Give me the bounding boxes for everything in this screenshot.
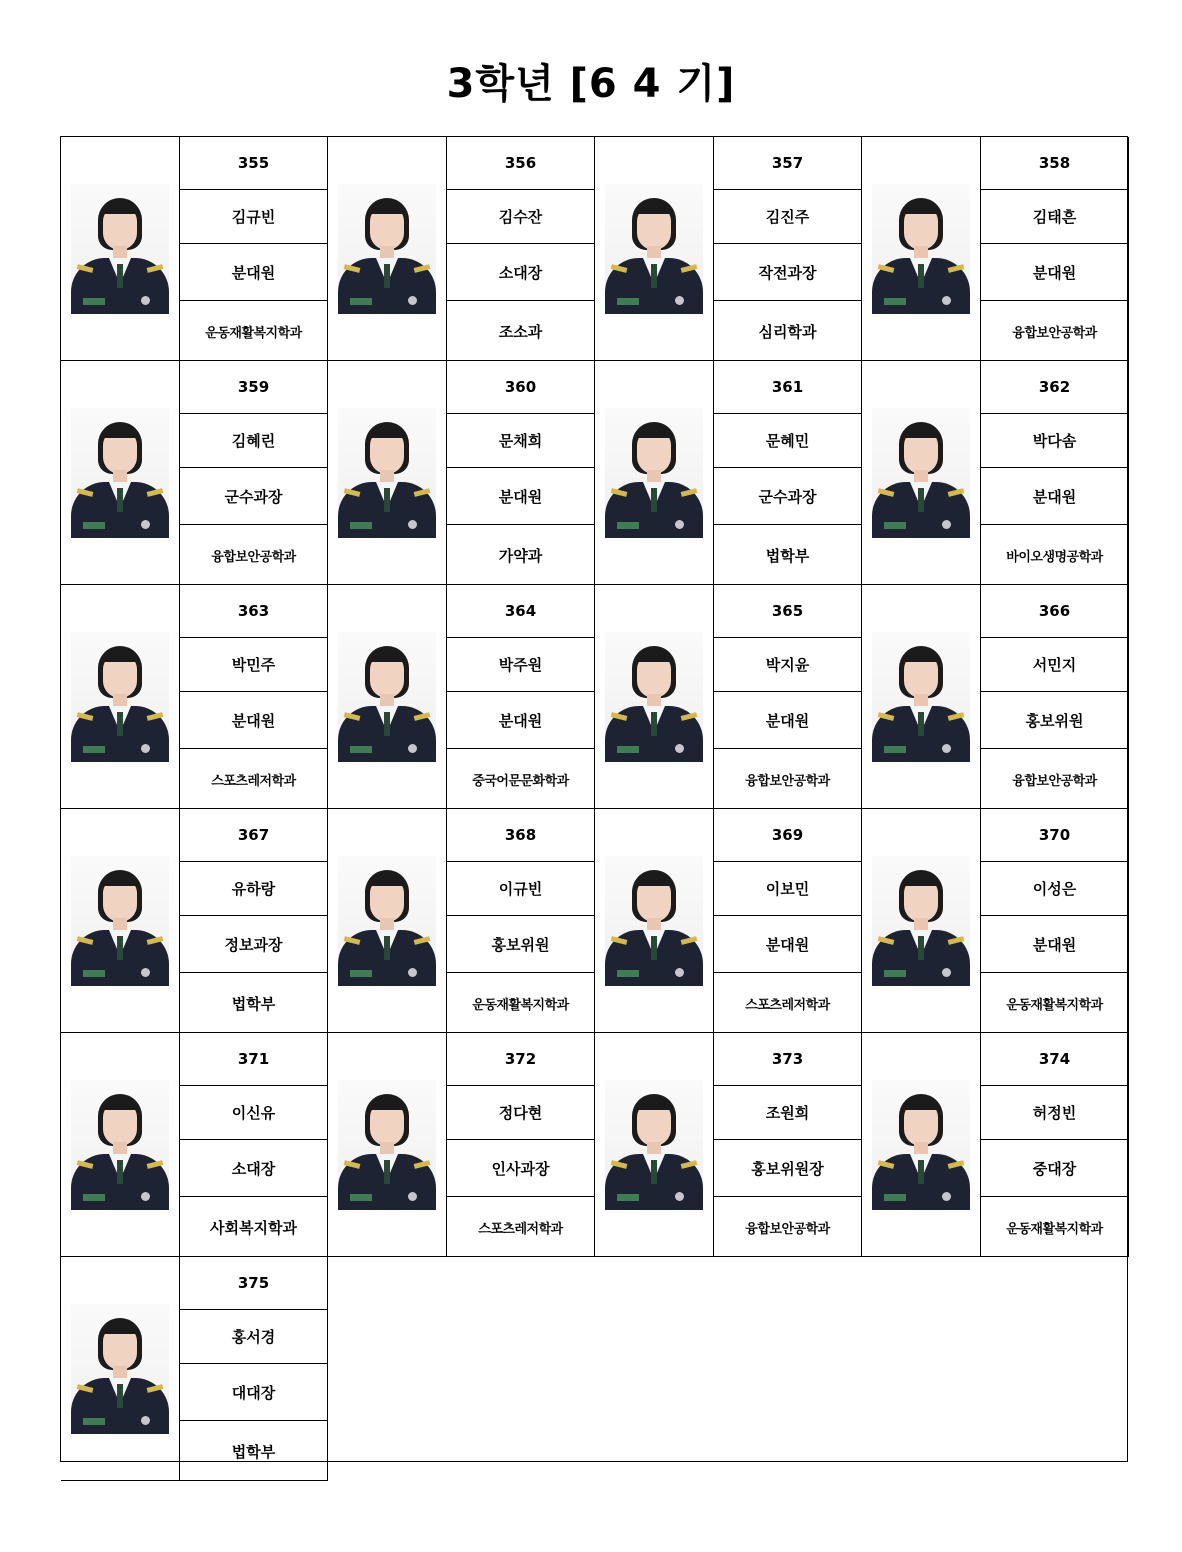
info-cell	[981, 585, 1129, 809]
member-number: 355	[180, 137, 327, 190]
photo-cell	[595, 361, 714, 585]
member-number: 373	[714, 1033, 861, 1086]
member-department: 가약과	[498, 546, 543, 565]
member-position: 분대원	[714, 916, 861, 973]
photo-cell	[595, 1033, 714, 1257]
member-photo	[71, 1080, 169, 1210]
member-name: 김진주	[714, 190, 861, 244]
member-name: 이보민	[714, 862, 861, 916]
member-position: 작전과장	[714, 244, 861, 301]
member-position: 분대원	[180, 244, 327, 301]
info-cell	[447, 1033, 595, 1257]
info-cell	[981, 361, 1129, 585]
member-name: 홍서경	[180, 1310, 327, 1364]
info-cell	[981, 1033, 1129, 1257]
photo-cell	[595, 585, 714, 809]
info-cell	[714, 1033, 862, 1257]
member-photo	[605, 408, 703, 538]
member-position: 분대원	[981, 468, 1128, 525]
member-photo	[338, 1080, 436, 1210]
member-department: 사회복지학과	[210, 1218, 297, 1237]
member-name: 문채희	[447, 414, 594, 468]
member-position: 소대장	[447, 244, 594, 301]
member-number: 367	[180, 809, 327, 862]
photo-cell	[61, 1033, 180, 1257]
member-photo	[71, 1304, 169, 1434]
member-position: 분대원	[981, 916, 1128, 973]
photo-cell	[328, 585, 447, 809]
member-photo	[872, 632, 970, 762]
member-photo	[872, 184, 970, 314]
member-name: 박지윤	[714, 638, 861, 692]
member-position: 분대원	[447, 468, 594, 525]
member-number: 365	[714, 585, 861, 638]
member-name: 김혜린	[180, 414, 327, 468]
member-photo	[338, 408, 436, 538]
member-department: 중국어문문화학과	[472, 773, 569, 789]
member-name: 정다현	[447, 1086, 594, 1140]
member-photo	[338, 856, 436, 986]
member-name: 박다솜	[981, 414, 1128, 468]
member-department: 법학부	[231, 1442, 276, 1461]
member-number: 364	[447, 585, 594, 638]
member-photo	[605, 856, 703, 986]
member-number: 356	[447, 137, 594, 190]
member-position: 중대장	[981, 1140, 1128, 1197]
member-department: 조소과	[498, 322, 543, 341]
member-department: 융합보안공학과	[211, 549, 296, 565]
info-cell	[714, 361, 862, 585]
photo-cell	[61, 1257, 180, 1481]
member-photo	[338, 184, 436, 314]
member-department: 운동재활복지학과	[1006, 997, 1103, 1013]
member-name: 유하랑	[180, 862, 327, 916]
member-department: 운동재활복지학과	[205, 325, 302, 341]
member-name: 서민지	[981, 638, 1128, 692]
member-number: 370	[981, 809, 1128, 862]
member-number: 359	[180, 361, 327, 414]
info-cell	[447, 585, 595, 809]
member-position: 소대장	[180, 1140, 327, 1197]
member-department: 운동재활복지학과	[472, 997, 569, 1013]
member-number: 369	[714, 809, 861, 862]
member-photo	[71, 856, 169, 986]
info-cell	[180, 1033, 328, 1257]
info-cell	[447, 809, 595, 1033]
member-department: 운동재활복지학과	[1006, 1221, 1103, 1237]
member-photo	[872, 408, 970, 538]
member-position: 대대장	[180, 1364, 327, 1421]
member-department: 스포츠레저학과	[745, 997, 830, 1013]
info-cell	[714, 585, 862, 809]
member-position: 홍보위원장	[714, 1140, 861, 1197]
info-cell	[714, 137, 862, 361]
photo-cell	[328, 809, 447, 1033]
roster-grid	[60, 136, 1128, 1462]
member-number: 358	[981, 137, 1128, 190]
member-name: 문혜민	[714, 414, 861, 468]
member-name: 이규빈	[447, 862, 594, 916]
member-position: 분대원	[981, 244, 1128, 301]
photo-cell	[595, 137, 714, 361]
member-position: 분대원	[447, 692, 594, 749]
member-number: 368	[447, 809, 594, 862]
member-photo	[338, 632, 436, 762]
member-name: 허정빈	[981, 1086, 1128, 1140]
info-cell	[981, 809, 1129, 1033]
info-cell	[180, 361, 328, 585]
page-title: 3학년 [6 4 기]	[446, 61, 736, 107]
photo-cell	[862, 809, 981, 1033]
member-number: 363	[180, 585, 327, 638]
member-number: 357	[714, 137, 861, 190]
info-cell	[180, 137, 328, 361]
member-department: 바이오생명공학과	[1006, 549, 1103, 565]
photo-cell	[862, 1033, 981, 1257]
member-photo	[71, 408, 169, 538]
photo-cell	[862, 137, 981, 361]
info-cell	[180, 1257, 328, 1481]
photo-cell	[328, 137, 447, 361]
photo-cell	[61, 585, 180, 809]
member-number: 374	[981, 1033, 1128, 1086]
info-cell	[447, 137, 595, 361]
member-position: 정보과장	[180, 916, 327, 973]
member-department: 융합보안공학과	[1012, 325, 1097, 341]
member-name: 박민주	[180, 638, 327, 692]
info-cell	[981, 137, 1129, 361]
member-name: 김수잔	[447, 190, 594, 244]
member-position: 홍보위원	[447, 916, 594, 973]
photo-cell	[862, 361, 981, 585]
member-department: 융합보안공학과	[745, 1221, 830, 1237]
member-number: 372	[447, 1033, 594, 1086]
member-photo	[605, 632, 703, 762]
member-position: 군수과장	[180, 468, 327, 525]
member-photo	[605, 184, 703, 314]
member-position: 인사과장	[447, 1140, 594, 1197]
member-department: 심리학과	[758, 322, 817, 341]
member-number: 361	[714, 361, 861, 414]
member-photo	[605, 1080, 703, 1210]
photo-cell	[595, 809, 714, 1033]
info-cell	[714, 809, 862, 1033]
member-photo	[872, 1080, 970, 1210]
photo-cell	[61, 137, 180, 361]
member-number: 375	[180, 1257, 327, 1310]
info-cell	[447, 361, 595, 585]
member-position: 분대원	[714, 692, 861, 749]
member-number: 371	[180, 1033, 327, 1086]
member-department: 법학부	[765, 546, 810, 565]
member-position: 군수과장	[714, 468, 861, 525]
member-department: 스포츠레저학과	[478, 1221, 563, 1237]
member-number: 360	[447, 361, 594, 414]
info-cell	[180, 809, 328, 1033]
member-department: 스포츠레저학과	[211, 773, 296, 789]
member-name: 이신유	[180, 1086, 327, 1140]
member-position: 홍보위원	[981, 692, 1128, 749]
member-photo	[71, 632, 169, 762]
photo-cell	[61, 361, 180, 585]
member-number: 362	[981, 361, 1128, 414]
member-name: 박주원	[447, 638, 594, 692]
member-number: 366	[981, 585, 1128, 638]
photo-cell	[328, 1033, 447, 1257]
member-name: 김규빈	[180, 190, 327, 244]
photo-cell	[862, 585, 981, 809]
info-cell	[180, 585, 328, 809]
member-position: 분대원	[180, 692, 327, 749]
member-photo	[872, 856, 970, 986]
member-department: 융합보안공학과	[745, 773, 830, 789]
member-department: 법학부	[231, 994, 276, 1013]
member-name: 조원희	[714, 1086, 861, 1140]
photo-cell	[61, 809, 180, 1033]
member-department: 융합보안공학과	[1012, 773, 1097, 789]
photo-cell	[328, 361, 447, 585]
member-name: 이성은	[981, 862, 1128, 916]
member-name: 김태흔	[981, 190, 1128, 244]
member-photo	[71, 184, 169, 314]
